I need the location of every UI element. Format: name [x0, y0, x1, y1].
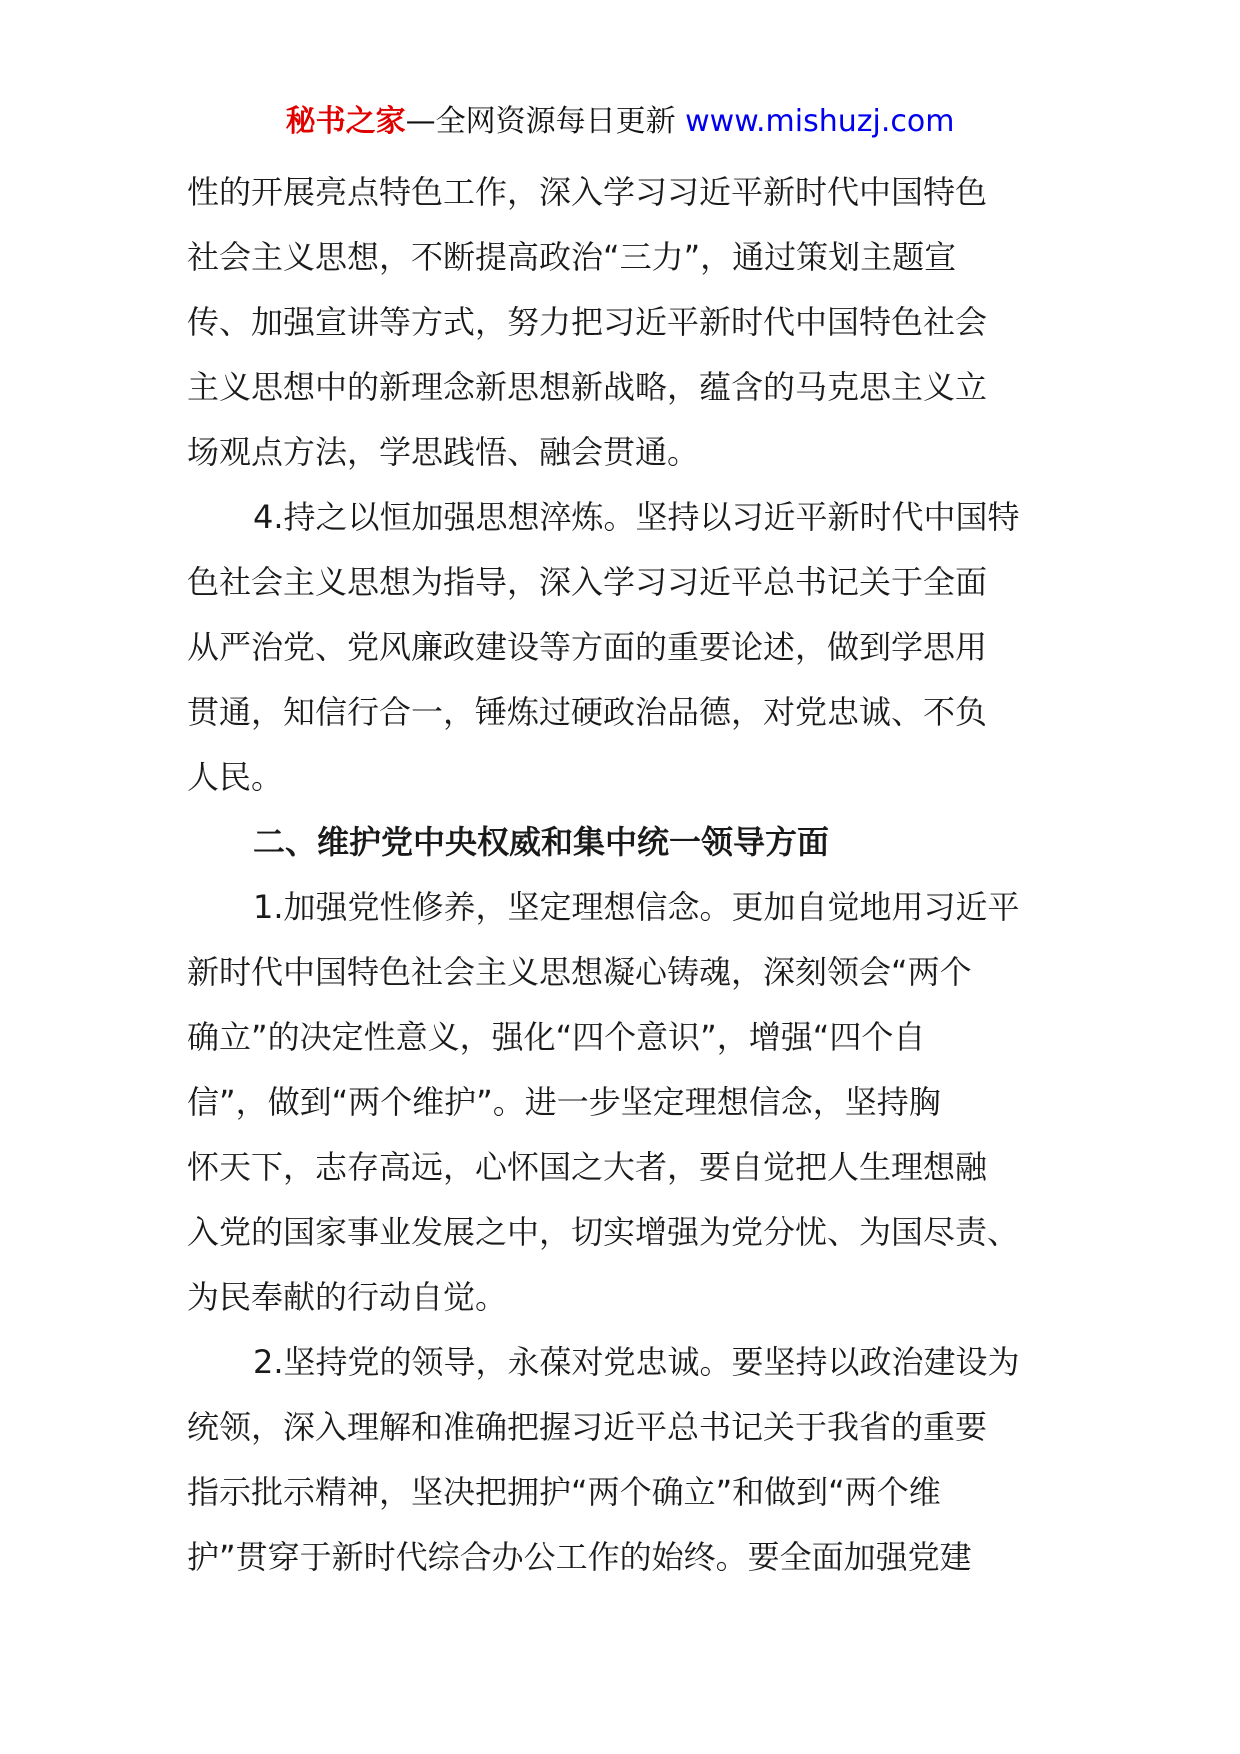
text-line: 传、加强宣讲等方式，努力把习近平新时代中国特色社会 — [187, 303, 988, 341]
text-line: 确立”的决定性意义，强化“四个意识”，增强“四个自 — [187, 1018, 926, 1056]
text-line: 护”贯穿于新时代综合办公工作的始终。要全面加强党建 — [187, 1538, 972, 1576]
header-tagline: —全网资源每日更新 — [405, 104, 686, 139]
section-heading: 二、维护党中央权威和集中统一领导方面 — [253, 823, 830, 861]
text-line: 从严治党、党风廉政建设等方面的重要论述，做到学思用 — [187, 628, 988, 666]
page-header — [0, 102, 1240, 142]
text-line: 色社会主义思想为指导，深入学习习近平总书记关于全面 — [187, 563, 988, 601]
text-line: 主义思想中的新理念新思想新战略，蕴含的马克思主义立 — [187, 368, 988, 406]
text-line: 社会主义思想，不断提高政治“三力”，通过策划主题宣 — [187, 238, 957, 276]
document-body — [187, 160, 1057, 1590]
text-line: 贯通，知信行合一，锤炼过硬政治品德，对党忠诚、不负 — [187, 693, 988, 731]
brand-name: 秘书之家 — [285, 104, 406, 139]
text-line: 信”，做到“两个维护”。进一步坚定理想信念，坚持胸 — [187, 1083, 941, 1121]
text-line: 4.持之以恒加强思想淬炼。坚持以习近平新时代中国特 — [253, 498, 1020, 536]
text-line: 1.加强党性修养，坚定理想信念。更加自觉地用习近平 — [253, 888, 1020, 926]
text-line: 统领，深入理解和准确把握习近平总书记关于我省的重要 — [187, 1408, 988, 1446]
text-line: 2.坚持党的领导，永葆对党忠诚。要坚持以政治建设为 — [253, 1343, 1020, 1381]
text-line: 性的开展亮点特色工作，深入学习习近平新时代中国特色 — [187, 173, 988, 211]
site-url-link[interactable]: www.mishuzj.com — [685, 104, 955, 139]
text-line: 人民。 — [187, 758, 284, 796]
text-line: 新时代中国特色社会主义思想凝心铸魂，深刻领会“两个 — [187, 953, 972, 991]
text-line: 指示批示精神，坚决把拥护“两个确立”和做到“两个维 — [187, 1473, 941, 1511]
text-line: 入党的国家事业发展之中，切实增强为党分忧、为国尽责、 — [187, 1213, 1020, 1251]
text-line: 为民奉献的行动自觉。 — [187, 1278, 508, 1316]
text-line: 场观点方法，学思践悟、融会贯通。 — [187, 433, 700, 471]
text-line: 怀天下，志存高远，心怀国之大者，要自觉把人生理想融 — [187, 1148, 988, 1186]
